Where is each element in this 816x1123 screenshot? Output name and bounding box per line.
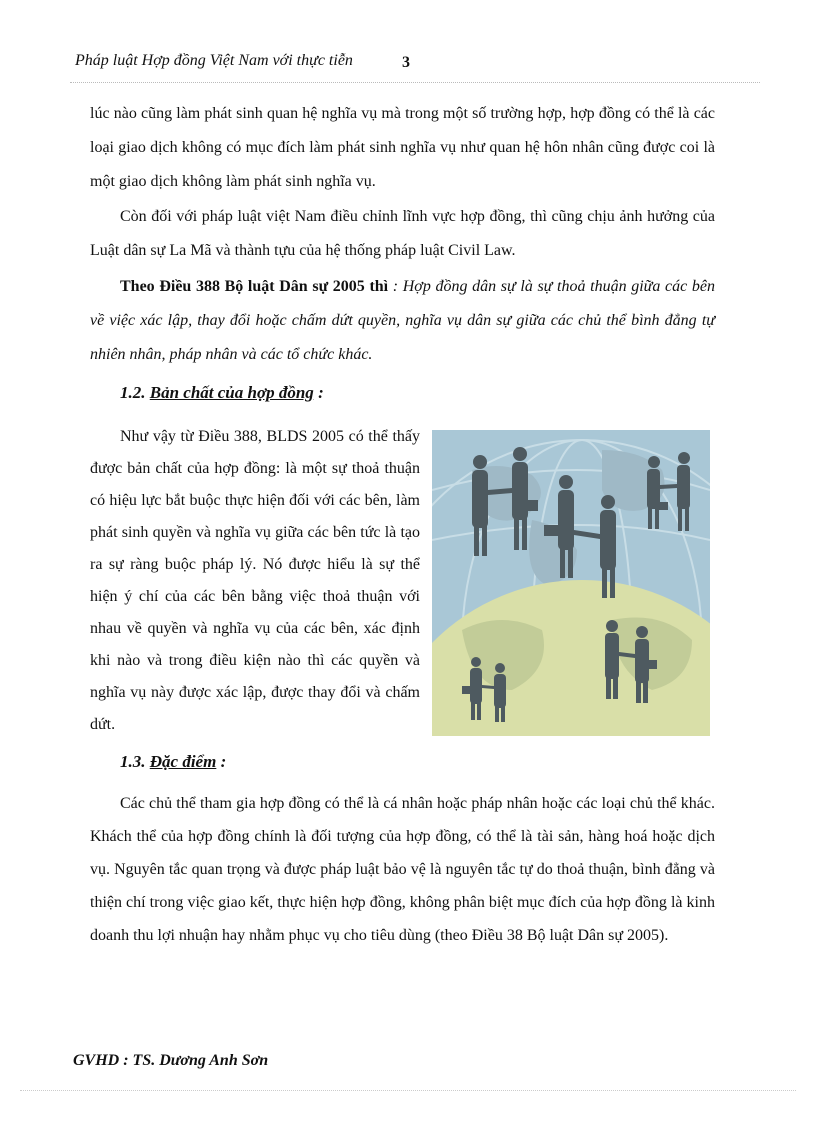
paragraph-characteristics: Các chủ thể tham gia hợp đồng có thể là cá nhân hoặc pháp nhân hoặc các loại chủ thể khác. Khách thể của hợp đồng chính là đối tượng của hợp đồng, có thể là tài sản, hàng hoá hoặc dịch vụ. Nguyên tắc quan trọng và được pháp luật bảo vệ là nguyên tắc tự do thoả thuận, bình đẳng và thiện chí trong việc giao kết, thực hiện hợp đồng, không phân biệt mục đích của hợp đồng là kinh doanh thu lợi nhuận hay nhằm phục vụ cho tiêu dùng (theo Điều 38 Bộ luật Dân sự 2005).: [90, 795, 715, 944]
section-heading-1-3: [120, 752, 226, 772]
article-388-lead: Theo Điều 388 Bộ luật Dân sự 2005 thì: [120, 278, 389, 295]
paragraph-vietnam-law: Còn đối với pháp luật việt Nam điều chỉnh lĩnh vực hợp đồng, thì cũng chịu ảnh hưởng của Luật dân sự La Mã và thành tựu của hệ thống pháp luật Civil Law.: [90, 208, 715, 259]
footer-divider: [20, 1090, 796, 1091]
header-divider: [70, 82, 760, 83]
heading-colon: :: [313, 383, 324, 402]
section-heading-1-2: [120, 383, 324, 403]
paragraph-article-388: [90, 270, 715, 372]
heading-number: 1.3.: [120, 752, 150, 771]
article-388-quote: : Hợp đồng dân sự là sự thoả thuận giữa các bên về việc xác lập, thay đổi hoặc chấm dứt quyền, nghĩa vụ dân sự giữa các chủ thể bình đẳng tự nhiên nhân, pháp nhân và các tổ chức khác.: [90, 278, 715, 363]
page-header: [75, 50, 775, 80]
globe-handshake-icon: [432, 430, 710, 736]
heading-title: Bản chất của hợp đồng: [149, 383, 314, 402]
page-number: 3: [402, 54, 410, 71]
paragraph-intro: lúc nào cũng làm phát sinh quan hệ nghĩa vụ mà trong một số trường hợp, hợp đồng có thể là các loại giao dịch không có mục đích làm phát sinh nghĩa vụ như quan hệ hôn nhân cũng được coi là một giao dịch không làm phát sinh nghĩa vụ.: [90, 105, 715, 190]
heading-colon: :: [216, 752, 227, 771]
heading-title: Đặc điểm: [149, 752, 217, 771]
heading-number: 1.2.: [120, 383, 150, 402]
footer-advisor: GVHD : TS. Dương Anh Sơn: [73, 1052, 269, 1069]
header-title: Pháp luật Hợp đồng Việt Nam với thực tiễn: [75, 52, 353, 69]
globe-handshake-image: [432, 430, 710, 736]
paragraph-nature-of-contract: Như vậy từ Điều 388, BLDS 2005 có thể thấy được bản chất của hợp đồng: là một sự thoả thuận có hiệu lực bắt buộc thực hiện đối với các bên, làm phát sinh quyền và nghĩa vụ giữa các bên tức là tạo ra sự ràng buộc pháp lý. Nó được hiểu là sự thể hiện ý chí của các bên bằng việc thoả thuận với nhau về quyền và nghĩa vụ của các bên, xác định khi nào và trong điều kiện nào thì các quyền và nghĩa vụ này được xác lập, được thay đổi và chấm dứt.: [90, 428, 420, 733]
